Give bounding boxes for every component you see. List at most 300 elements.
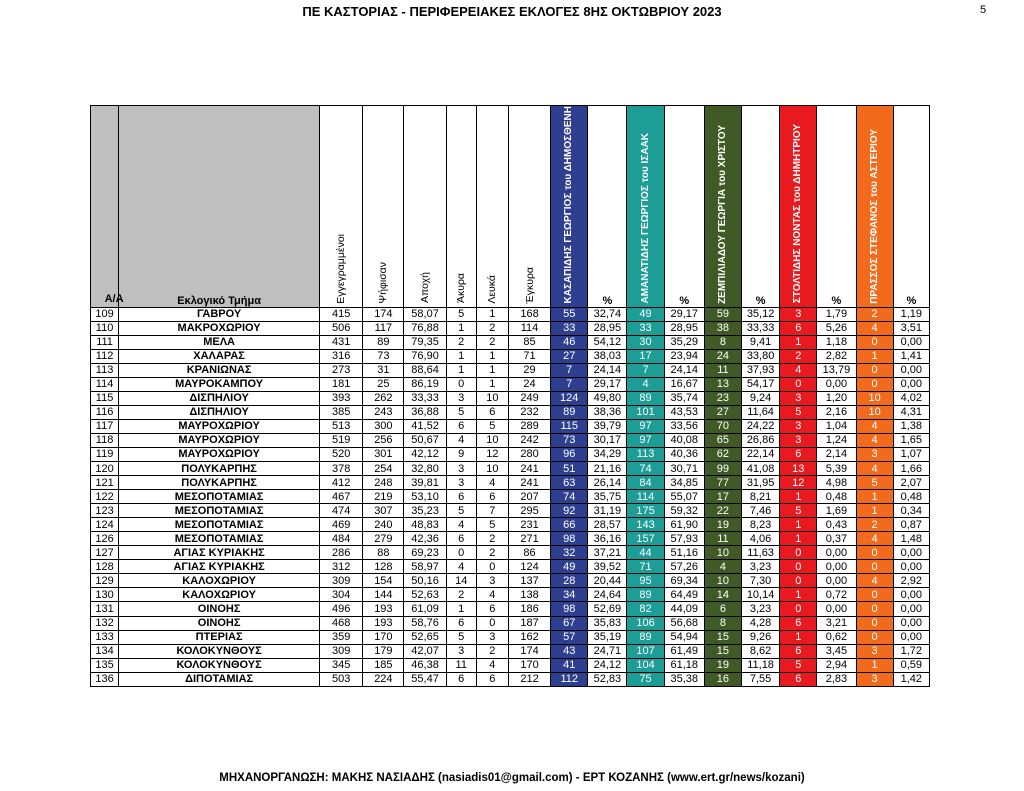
cell-blank: 5 (476, 419, 508, 433)
cell-kasapidis-pct: 30,17 (588, 433, 627, 447)
header-aa: Α/Α (91, 106, 119, 308)
cell-valid: 207 (508, 490, 550, 504)
cell-registered: 467 (320, 490, 363, 504)
cell-prassos-votes: 4 (856, 574, 893, 588)
cell-blank: 1 (476, 307, 508, 321)
cell-aa: 128 (91, 560, 119, 574)
cell-abstention: 46,38 (404, 658, 446, 672)
cell-registered: 468 (320, 616, 363, 630)
cell-prassos-votes: 10 (856, 391, 893, 405)
table-row (91, 321, 930, 335)
cell-stoltidis-votes: 5 (780, 658, 817, 672)
cell-zempiliadou-pct: 8,21 (742, 490, 780, 504)
cell-abstention: 41,52 (404, 419, 446, 433)
cell-abstention: 86,19 (404, 377, 446, 391)
cell-kasapidis-votes: 49 (551, 560, 588, 574)
cell-registered: 513 (320, 419, 363, 433)
cell-abstention: 69,23 (404, 546, 446, 560)
table-row (91, 419, 930, 433)
cell-zempiliadou-votes: 4 (704, 560, 741, 574)
cell-zempiliadou-pct: 3,23 (742, 602, 780, 616)
table-row (91, 462, 930, 476)
cell-invalid: 5 (446, 504, 476, 518)
cell-section: ΜΑΥΡΟΚΑΜΠΟΥ (119, 377, 320, 391)
cell-aa: 113 (91, 363, 119, 377)
cell-aa: 132 (91, 616, 119, 630)
cell-abstention: 42,07 (404, 644, 446, 658)
cell-amanatidis-votes: 49 (627, 307, 664, 321)
cell-zempiliadou-votes: 27 (704, 405, 741, 419)
cell-voted: 193 (363, 602, 404, 616)
cell-stoltidis-pct: 0,00 (817, 546, 856, 560)
cell-stoltidis-votes: 6 (780, 321, 817, 335)
results-body (91, 307, 930, 686)
cell-abstention: 58,07 (404, 307, 446, 321)
cell-section: ΜΕΣΟΠΟΤΑΜΙΑΣ (119, 490, 320, 504)
cell-zempiliadou-pct: 41,08 (742, 462, 780, 476)
cell-abstention: 58,76 (404, 616, 446, 630)
cell-prassos-votes: 3 (856, 447, 893, 461)
cell-aa: 121 (91, 476, 119, 490)
cell-aa: 119 (91, 447, 119, 461)
cell-invalid: 1 (446, 602, 476, 616)
cell-section: ΠΟΛΥΚΑΡΠΗΣ (119, 462, 320, 476)
cell-zempiliadou-pct: 22,14 (742, 447, 780, 461)
cell-kasapidis-votes: 55 (551, 307, 588, 321)
cell-abstention: 50,67 (404, 433, 446, 447)
cell-amanatidis-votes: 71 (627, 560, 664, 574)
cell-kasapidis-pct: 24,14 (588, 363, 627, 377)
cell-stoltidis-votes: 12 (780, 476, 817, 490)
cell-amanatidis-votes: 95 (627, 574, 664, 588)
cell-kasapidis-votes: 63 (551, 476, 588, 490)
cell-abstention: 52,63 (404, 588, 446, 602)
cell-zempiliadou-pct: 35,12 (742, 307, 780, 321)
cell-prassos-votes: 0 (856, 335, 893, 349)
table-row (91, 490, 930, 504)
cell-amanatidis-votes: 157 (627, 532, 664, 546)
cell-kasapidis-pct: 38,36 (588, 405, 627, 419)
cell-abstention: 33,33 (404, 391, 446, 405)
cell-prassos-votes: 0 (856, 377, 893, 391)
table-row (91, 307, 930, 321)
cell-stoltidis-votes: 3 (780, 419, 817, 433)
cell-valid: 241 (508, 462, 550, 476)
cell-section: ΜΕΣΟΠΟΤΑΜΙΑΣ (119, 532, 320, 546)
header-section: Εκλογικό Τμήμα (119, 106, 320, 308)
cell-section: ΜΑΥΡΟΧΩΡΙΟΥ (119, 433, 320, 447)
cell-invalid: 4 (446, 560, 476, 574)
cell-kasapidis-pct: 24,12 (588, 658, 627, 672)
cell-amanatidis-votes: 44 (627, 546, 664, 560)
cell-kasapidis-pct: 20,44 (588, 574, 627, 588)
cell-kasapidis-votes: 7 (551, 363, 588, 377)
cell-prassos-pct: 0,00 (893, 377, 929, 391)
cell-zempiliadou-pct: 37,93 (742, 363, 780, 377)
cell-kasapidis-votes: 57 (551, 630, 588, 644)
cell-valid: 124 (508, 560, 550, 574)
cell-stoltidis-votes: 2 (780, 349, 817, 363)
cell-blank: 0 (476, 560, 508, 574)
cell-zempiliadou-votes: 19 (704, 518, 741, 532)
cell-zempiliadou-pct: 33,33 (742, 321, 780, 335)
header-pct-zempiliadou: % (742, 106, 780, 308)
table-row (91, 447, 930, 461)
cell-zempiliadou-votes: 38 (704, 321, 741, 335)
cell-stoltidis-pct: 13,79 (817, 363, 856, 377)
cell-valid: 174 (508, 644, 550, 658)
cell-zempiliadou-votes: 62 (704, 447, 741, 461)
cell-stoltidis-votes: 1 (780, 490, 817, 504)
cell-amanatidis-votes: 89 (627, 630, 664, 644)
cell-amanatidis-pct: 30,71 (664, 462, 704, 476)
cell-invalid: 6 (446, 419, 476, 433)
cell-voted: 254 (363, 462, 404, 476)
cell-section: ΠΟΛΥΚΑΡΠΗΣ (119, 476, 320, 490)
cell-section: ΚΟΛΟΚΥΝΘΟΥΣ (119, 658, 320, 672)
cell-valid: 186 (508, 602, 550, 616)
cell-stoltidis-pct: 0,00 (817, 377, 856, 391)
cell-prassos-pct: 0,48 (893, 490, 929, 504)
cell-prassos-pct: 1,65 (893, 433, 929, 447)
cell-amanatidis-pct: 40,36 (664, 447, 704, 461)
cell-prassos-pct: 1,38 (893, 419, 929, 433)
cell-kasapidis-pct: 31,19 (588, 504, 627, 518)
cell-voted: 88 (363, 546, 404, 560)
cell-invalid: 1 (446, 363, 476, 377)
cell-amanatidis-pct: 33,56 (664, 419, 704, 433)
cell-voted: 219 (363, 490, 404, 504)
cell-kasapidis-pct: 29,17 (588, 377, 627, 391)
cell-blank: 4 (476, 588, 508, 602)
cell-kasapidis-votes: 92 (551, 504, 588, 518)
cell-zempiliadou-votes: 8 (704, 335, 741, 349)
cell-valid: 168 (508, 307, 550, 321)
cell-zempiliadou-pct: 7,55 (742, 672, 780, 686)
cell-kasapidis-votes: 41 (551, 658, 588, 672)
cell-invalid: 5 (446, 405, 476, 419)
cell-zempiliadou-votes: 24 (704, 349, 741, 363)
cell-amanatidis-votes: 89 (627, 391, 664, 405)
cell-stoltidis-pct: 3,45 (817, 644, 856, 658)
cell-aa: 118 (91, 433, 119, 447)
cell-section: ΔΙΠΟΤΑΜΙΑΣ (119, 672, 320, 686)
cell-registered: 506 (320, 321, 363, 335)
table-row (91, 335, 930, 349)
cell-kasapidis-pct: 39,79 (588, 419, 627, 433)
cell-stoltidis-pct: 1,69 (817, 504, 856, 518)
cell-invalid: 2 (446, 335, 476, 349)
cell-stoltidis-votes: 6 (780, 616, 817, 630)
cell-section: ΚΑΛΟΧΩΡΙΟΥ (119, 588, 320, 602)
cell-invalid: 0 (446, 546, 476, 560)
results-table (90, 105, 930, 687)
cell-invalid: 4 (446, 433, 476, 447)
table-row (91, 630, 930, 644)
cell-invalid: 6 (446, 490, 476, 504)
cell-prassos-pct: 2,92 (893, 574, 929, 588)
cell-blank: 1 (476, 377, 508, 391)
table-row (91, 560, 930, 574)
cell-stoltidis-pct: 3,21 (817, 616, 856, 630)
cell-invalid: 1 (446, 349, 476, 363)
cell-abstention: 76,88 (404, 321, 446, 335)
cell-stoltidis-votes: 1 (780, 588, 817, 602)
cell-prassos-pct: 4,31 (893, 405, 929, 419)
cell-kasapidis-pct: 36,16 (588, 532, 627, 546)
cell-kasapidis-votes: 46 (551, 335, 588, 349)
table-row (91, 504, 930, 518)
cell-registered: 385 (320, 405, 363, 419)
cell-zempiliadou-pct: 4,28 (742, 616, 780, 630)
cell-stoltidis-votes: 6 (780, 447, 817, 461)
cell-zempiliadou-pct: 54,17 (742, 377, 780, 391)
cell-aa: 112 (91, 349, 119, 363)
cell-prassos-pct: 1,07 (893, 447, 929, 461)
cell-valid: 86 (508, 546, 550, 560)
cell-stoltidis-pct: 1,24 (817, 433, 856, 447)
table-row (91, 574, 930, 588)
cell-blank: 7 (476, 504, 508, 518)
cell-blank: 4 (476, 658, 508, 672)
cell-stoltidis-pct: 0,62 (817, 630, 856, 644)
cell-stoltidis-pct: 0,48 (817, 490, 856, 504)
cell-kasapidis-votes: 112 (551, 672, 588, 686)
cell-voted: 179 (363, 644, 404, 658)
cell-aa: 109 (91, 307, 119, 321)
cell-blank: 2 (476, 532, 508, 546)
cell-valid: 231 (508, 518, 550, 532)
cell-valid: 114 (508, 321, 550, 335)
cell-kasapidis-votes: 98 (551, 602, 588, 616)
cell-section: ΚΑΛΟΧΩΡΙΟΥ (119, 574, 320, 588)
cell-aa: 120 (91, 462, 119, 476)
cell-stoltidis-pct: 0,37 (817, 532, 856, 546)
cell-voted: 262 (363, 391, 404, 405)
cell-stoltidis-pct: 5,39 (817, 462, 856, 476)
cell-zempiliadou-votes: 65 (704, 433, 741, 447)
cell-prassos-pct: 1,41 (893, 349, 929, 363)
cell-kasapidis-votes: 34 (551, 588, 588, 602)
cell-prassos-votes: 5 (856, 476, 893, 490)
cell-zempiliadou-pct: 9,24 (742, 391, 780, 405)
cell-kasapidis-votes: 89 (551, 405, 588, 419)
cell-amanatidis-votes: 84 (627, 476, 664, 490)
cell-prassos-pct: 4,02 (893, 391, 929, 405)
header-candidate-stoltidis: ΣΤΟΛΤΙΔΗΣ ΝΟΝΤΑΣ του ΔΗΜΗΤΡΙΟΥ (780, 106, 817, 308)
cell-stoltidis-pct: 0,00 (817, 574, 856, 588)
cell-kasapidis-votes: 32 (551, 546, 588, 560)
cell-aa: 130 (91, 588, 119, 602)
cell-blank: 10 (476, 462, 508, 476)
cell-amanatidis-pct: 34,85 (664, 476, 704, 490)
cell-amanatidis-pct: 51,16 (664, 546, 704, 560)
cell-blank: 3 (476, 574, 508, 588)
cell-zempiliadou-pct: 11,63 (742, 546, 780, 560)
cell-section: ΜΑΥΡΟΧΩΡΙΟΥ (119, 419, 320, 433)
cell-prassos-pct: 0,00 (893, 616, 929, 630)
cell-valid: 170 (508, 658, 550, 672)
cell-prassos-pct: 0,00 (893, 630, 929, 644)
cell-prassos-pct: 0,00 (893, 560, 929, 574)
cell-abstention: 39,81 (404, 476, 446, 490)
cell-aa: 122 (91, 490, 119, 504)
cell-amanatidis-votes: 75 (627, 672, 664, 686)
table-row (91, 672, 930, 686)
cell-section: ΓΑΒΡΟΥ (119, 307, 320, 321)
cell-abstention: 52,65 (404, 630, 446, 644)
cell-zempiliadou-pct: 7,30 (742, 574, 780, 588)
cell-voted: 243 (363, 405, 404, 419)
footer-credit: ΜΗΧΑΝΟΡΓΑΝΩΣΗ: ΜΑΚΗΣ ΝΑΣΙΑΔΗΣ (nasiadis01@gmail.com) - ΕΡΤ ΚΟΖΑΝΗΣ (www.ert.gr/news/kozani) (219, 772, 805, 784)
cell-aa: 133 (91, 630, 119, 644)
cell-amanatidis-pct: 61,90 (664, 518, 704, 532)
cell-invalid: 5 (446, 630, 476, 644)
cell-prassos-votes: 0 (856, 588, 893, 602)
cell-invalid: 9 (446, 447, 476, 461)
cell-blank: 0 (476, 616, 508, 630)
cell-amanatidis-pct: 28,95 (664, 321, 704, 335)
cell-zempiliadou-votes: 10 (704, 574, 741, 588)
cell-stoltidis-pct: 1,79 (817, 307, 856, 321)
cell-valid: 249 (508, 391, 550, 405)
cell-stoltidis-votes: 0 (780, 574, 817, 588)
header-pct-prassos: % (893, 106, 929, 308)
cell-kasapidis-pct: 28,57 (588, 518, 627, 532)
cell-stoltidis-votes: 5 (780, 405, 817, 419)
header-row (91, 106, 930, 308)
cell-registered: 519 (320, 433, 363, 447)
table-row (91, 616, 930, 630)
table-row (91, 602, 930, 616)
cell-blank: 10 (476, 433, 508, 447)
cell-zempiliadou-pct: 11,64 (742, 405, 780, 419)
cell-valid: 137 (508, 574, 550, 588)
cell-stoltidis-votes: 3 (780, 391, 817, 405)
cell-registered: 474 (320, 504, 363, 518)
cell-zempiliadou-pct: 31,95 (742, 476, 780, 490)
cell-voted: 117 (363, 321, 404, 335)
cell-amanatidis-votes: 17 (627, 349, 664, 363)
cell-abstention: 58,97 (404, 560, 446, 574)
cell-abstention: 35,23 (404, 504, 446, 518)
cell-amanatidis-pct: 61,18 (664, 658, 704, 672)
cell-amanatidis-votes: 97 (627, 433, 664, 447)
cell-blank: 2 (476, 644, 508, 658)
cell-valid: 85 (508, 335, 550, 349)
cell-zempiliadou-votes: 70 (704, 419, 741, 433)
cell-blank: 6 (476, 602, 508, 616)
cell-amanatidis-votes: 89 (627, 588, 664, 602)
cell-zempiliadou-votes: 77 (704, 476, 741, 490)
cell-amanatidis-pct: 24,14 (664, 363, 704, 377)
cell-valid: 212 (508, 672, 550, 686)
cell-prassos-votes: 0 (856, 363, 893, 377)
page-number: 5 (980, 4, 987, 16)
cell-stoltidis-pct: 2,94 (817, 658, 856, 672)
cell-abstention: 53,10 (404, 490, 446, 504)
cell-kasapidis-votes: 115 (551, 419, 588, 433)
cell-prassos-pct: 3,51 (893, 321, 929, 335)
cell-valid: 289 (508, 419, 550, 433)
cell-abstention: 36,88 (404, 405, 446, 419)
cell-blank: 2 (476, 335, 508, 349)
cell-voted: 73 (363, 349, 404, 363)
cell-kasapidis-votes: 67 (551, 616, 588, 630)
cell-section: ΜΑΥΡΟΧΩΡΙΟΥ (119, 447, 320, 461)
document-title: ΠΕ ΚΑΣΤΟΡΙΑΣ - ΠΕΡΙΦΕΡΕΙΑΚΕΣ ΕΚΛΟΓΕΣ 8ΗΣ ΟΚΤΩΒΡΙΟΥ 2023 (302, 4, 722, 19)
cell-blank: 12 (476, 447, 508, 461)
cell-registered: 316 (320, 349, 363, 363)
cell-invalid: 1 (446, 321, 476, 335)
cell-kasapidis-pct: 38,03 (588, 349, 627, 363)
cell-amanatidis-pct: 69,34 (664, 574, 704, 588)
table-row (91, 349, 930, 363)
cell-abstention: 88,64 (404, 363, 446, 377)
cell-voted: 25 (363, 377, 404, 391)
cell-stoltidis-votes: 13 (780, 462, 817, 476)
cell-zempiliadou-pct: 8,23 (742, 518, 780, 532)
cell-stoltidis-pct: 2,14 (817, 447, 856, 461)
cell-zempiliadou-votes: 11 (704, 363, 741, 377)
cell-zempiliadou-votes: 6 (704, 602, 741, 616)
cell-section: ΜΕΛΑ (119, 335, 320, 349)
cell-prassos-votes: 4 (856, 532, 893, 546)
cell-voted: 31 (363, 363, 404, 377)
cell-section: ΧΑΛΑΡΑΣ (119, 349, 320, 363)
cell-aa: 116 (91, 405, 119, 419)
cell-blank: 10 (476, 391, 508, 405)
cell-aa: 114 (91, 377, 119, 391)
cell-zempiliadou-pct: 3,23 (742, 560, 780, 574)
cell-stoltidis-votes: 5 (780, 504, 817, 518)
cell-kasapidis-pct: 28,95 (588, 321, 627, 335)
cell-amanatidis-pct: 35,74 (664, 391, 704, 405)
cell-amanatidis-votes: 114 (627, 490, 664, 504)
cell-prassos-votes: 4 (856, 462, 893, 476)
cell-section: ΠΤΕΡΙΑΣ (119, 630, 320, 644)
cell-blank: 1 (476, 363, 508, 377)
cell-kasapidis-pct: 34,29 (588, 447, 627, 461)
cell-zempiliadou-votes: 59 (704, 307, 741, 321)
cell-zempiliadou-pct: 11,18 (742, 658, 780, 672)
cell-zempiliadou-pct: 7,46 (742, 504, 780, 518)
cell-section: ΑΓΙΑΣ ΚΥΡΙΑΚΗΣ (119, 546, 320, 560)
cell-amanatidis-votes: 143 (627, 518, 664, 532)
header-abstention: Αποχή (404, 106, 446, 308)
header-pct-stoltidis: % (817, 106, 856, 308)
cell-amanatidis-pct: 54,94 (664, 630, 704, 644)
cell-kasapidis-pct: 49,80 (588, 391, 627, 405)
cell-valid: 271 (508, 532, 550, 546)
cell-abstention: 42,12 (404, 447, 446, 461)
cell-invalid: 3 (446, 476, 476, 490)
cell-stoltidis-votes: 6 (780, 644, 817, 658)
cell-valid: 280 (508, 447, 550, 461)
cell-prassos-votes: 1 (856, 658, 893, 672)
cell-aa: 134 (91, 644, 119, 658)
cell-kasapidis-votes: 73 (551, 433, 588, 447)
cell-valid: 295 (508, 504, 550, 518)
cell-kasapidis-pct: 21,16 (588, 462, 627, 476)
cell-registered: 412 (320, 476, 363, 490)
table-row (91, 405, 930, 419)
cell-amanatidis-pct: 29,17 (664, 307, 704, 321)
cell-blank: 4 (476, 476, 508, 490)
cell-amanatidis-votes: 175 (627, 504, 664, 518)
table-row (91, 588, 930, 602)
cell-blank: 2 (476, 321, 508, 335)
